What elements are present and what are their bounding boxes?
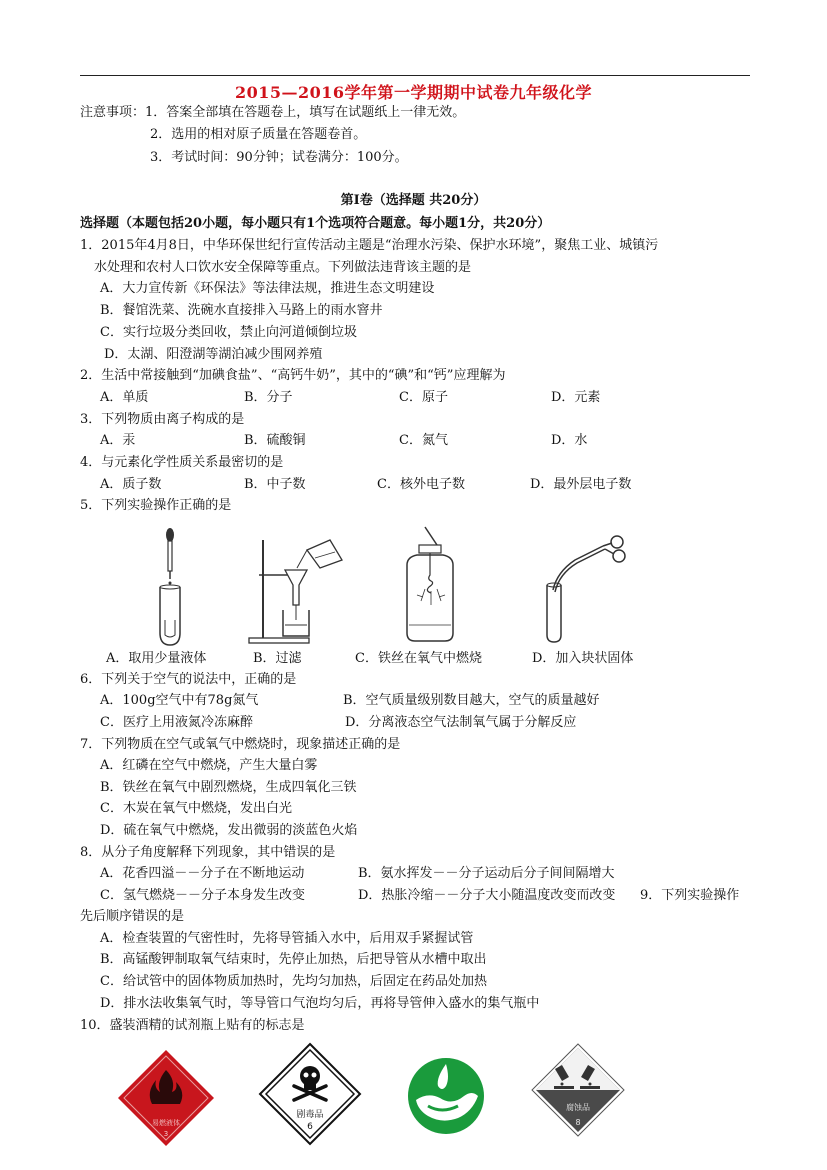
q2-option-d: D．元素: [551, 390, 601, 405]
flammable-liquid-sign: [116, 1048, 216, 1148]
corrosive-sign: [530, 1042, 626, 1138]
q5-option-b: B．过滤: [253, 651, 302, 666]
q6-option-a: A．100g空气中有78g氮气: [100, 693, 259, 708]
q9-option-d: D．排水法收集氧气时，等导管口气泡均匀后，再将导管伸入盛水的集气瓶中: [100, 996, 540, 1011]
water-drop-logo-icon: [406, 1056, 486, 1136]
header-rule: [80, 75, 750, 76]
q1-option-a: A．大力宣传新《环保法》等法律法规，推进生态文明建设: [100, 281, 435, 296]
note-line-3: 3．考试时间：90分钟；试卷满分：100分。: [150, 150, 408, 165]
q4-option-a: A．质子数: [100, 477, 162, 492]
q8-option-a: A．花香四溢－－分子在不断地运动: [100, 866, 305, 881]
q5-option-c: C．铁丝在氧气中燃烧: [355, 651, 482, 666]
sign2-label: 剧毒品: [296, 1110, 324, 1120]
q4-option-c: C．核外电子数: [377, 477, 465, 492]
q4-option-d: D．最外层电子数: [530, 477, 632, 492]
q6-stem: 6．下列关于空气的说法中，正确的是: [80, 672, 297, 687]
q1-stem-line2: 水处理和农村人口饮水安全保障等重点。下列做法违背该主题的是: [94, 260, 472, 275]
q5-option-d: D．加入块状固体: [532, 651, 634, 666]
q3-option-c: C．氮气: [399, 433, 448, 448]
exam-title: 2015—2016学年第一学期期中试卷九年级化学: [234, 83, 593, 102]
q9-option-a: A．检查装置的气密性时，先将导管插入水中，后用双手紧握试管: [100, 931, 474, 946]
q6-option-c: C．医疗上用液氮冷冻麻醉: [100, 715, 253, 730]
q1-option-c: C．实行垃圾分类回收，禁止向河道倾倒垃圾: [100, 325, 357, 340]
q2-stem: 2．生活中常接触到“加碘食盐”、“高钙牛奶”，其中的“碘”和“钙”应理解为: [80, 368, 506, 383]
q8-option-b: B．氨水挥发－－分子运动后分子间间隔增大: [358, 866, 615, 881]
q1-stem-line1: 1．2015年4月8日，中华环保世纪行宣传活动主题是“治理水污染、保护水环境”，聚焦工业、城镇污: [80, 238, 659, 253]
q2-option-a: A．单质: [100, 390, 149, 405]
q10-stem: 10．盛装酒精的试剂瓶上贴有的标志是: [80, 1018, 305, 1033]
q5-stem: 5．下列实验操作正确的是: [80, 498, 232, 513]
q4-option-b: B．中子数: [244, 477, 306, 492]
q3-option-b: B．硫酸铜: [244, 433, 306, 448]
q6-option-b: B．空气质量级别数目越大，空气的质量越好: [343, 693, 600, 708]
sign4-label: 腐蚀品: [566, 1103, 590, 1112]
green-circle-sign: [406, 1056, 486, 1136]
toxic-sign: [258, 1042, 362, 1146]
q8-option-c: C．氢气燃烧－－分子本身发生改变: [100, 888, 305, 903]
dropper-test-tube-figure: [150, 525, 195, 650]
q4-stem: 4．与元素化学性质关系最密切的是: [80, 455, 284, 470]
q1-option-b: B．餐馆洗菜、洗碗水直接排入马路上的雨水窨井: [100, 303, 383, 318]
sign1-class-number: 3: [163, 1130, 169, 1138]
q3-stem: 3．下列物质由离子构成的是: [80, 412, 245, 427]
iron-wire-combustion-figure: [395, 525, 465, 645]
q3-option-a: A．汞: [100, 433, 136, 448]
q9-stem-start: 9．下列实验操作: [640, 888, 740, 903]
q7-option-c: C．木炭在氧气中燃烧，发出白光: [100, 801, 292, 816]
q3-option-d: D．水: [551, 433, 588, 448]
q9-option-b: B．高锰酸钾制取氧气结束时，先停止加热，后把导管从水槽中取出: [100, 952, 487, 967]
sign1-label: 易燃液体: [152, 1119, 180, 1127]
q8-option-d: D．热胀冷缩－－分子大小随温度改变而改变: [358, 888, 616, 903]
q2-option-c: C．原子: [399, 390, 448, 405]
q7-option-b: B．铁丝在氧气中剧烈燃烧，生成四氧化三铁: [100, 780, 357, 795]
q1-option-d: D．太湖、阳澄湖等湖泊减少围网养殖: [104, 347, 323, 362]
q6-option-d: D．分离液态空气法制氧气属于分解反应: [345, 715, 577, 730]
sign2-class-number: 6: [307, 1122, 313, 1132]
q9-option-c: C．给试管中的固体物质加热时，先均匀加热，后固定在药品处加热: [100, 974, 487, 989]
note-line-2: 2．选用的相对原子质量在答题卷首。: [150, 127, 367, 142]
section-instruction: 选择题（本题包括20小题，每小题只有1个选项符合题意。每小题1分，共20分）: [80, 216, 551, 231]
sign4-class-number: 8: [575, 1118, 581, 1127]
q8-stem: 8．从分子角度解释下列现象，其中错误的是: [80, 845, 336, 860]
q7-option-a: A．红磷在空气中燃烧，产生大量白雾: [100, 758, 318, 773]
section-heading: 第Ⅰ卷（选择题 共20分）: [340, 193, 487, 208]
note-line-1: 注意事项：1．答案全部填在答题卷上，填写在试题纸上一律无效。: [80, 105, 466, 120]
q5-option-a: A．取用少量液体: [106, 651, 207, 666]
add-solid-test-tube-figure: [535, 530, 635, 645]
q9-stem-end: 先后顺序错误的是: [80, 909, 185, 924]
q7-stem: 7．下列物质在空气或氧气中燃烧时，现象描述正确的是: [80, 737, 401, 752]
filtration-figure: [245, 530, 350, 645]
q2-option-b: B．分子: [244, 390, 293, 405]
q7-option-d: D．硫在氧气中燃烧，发出微弱的淡蓝色火焰: [100, 823, 358, 838]
